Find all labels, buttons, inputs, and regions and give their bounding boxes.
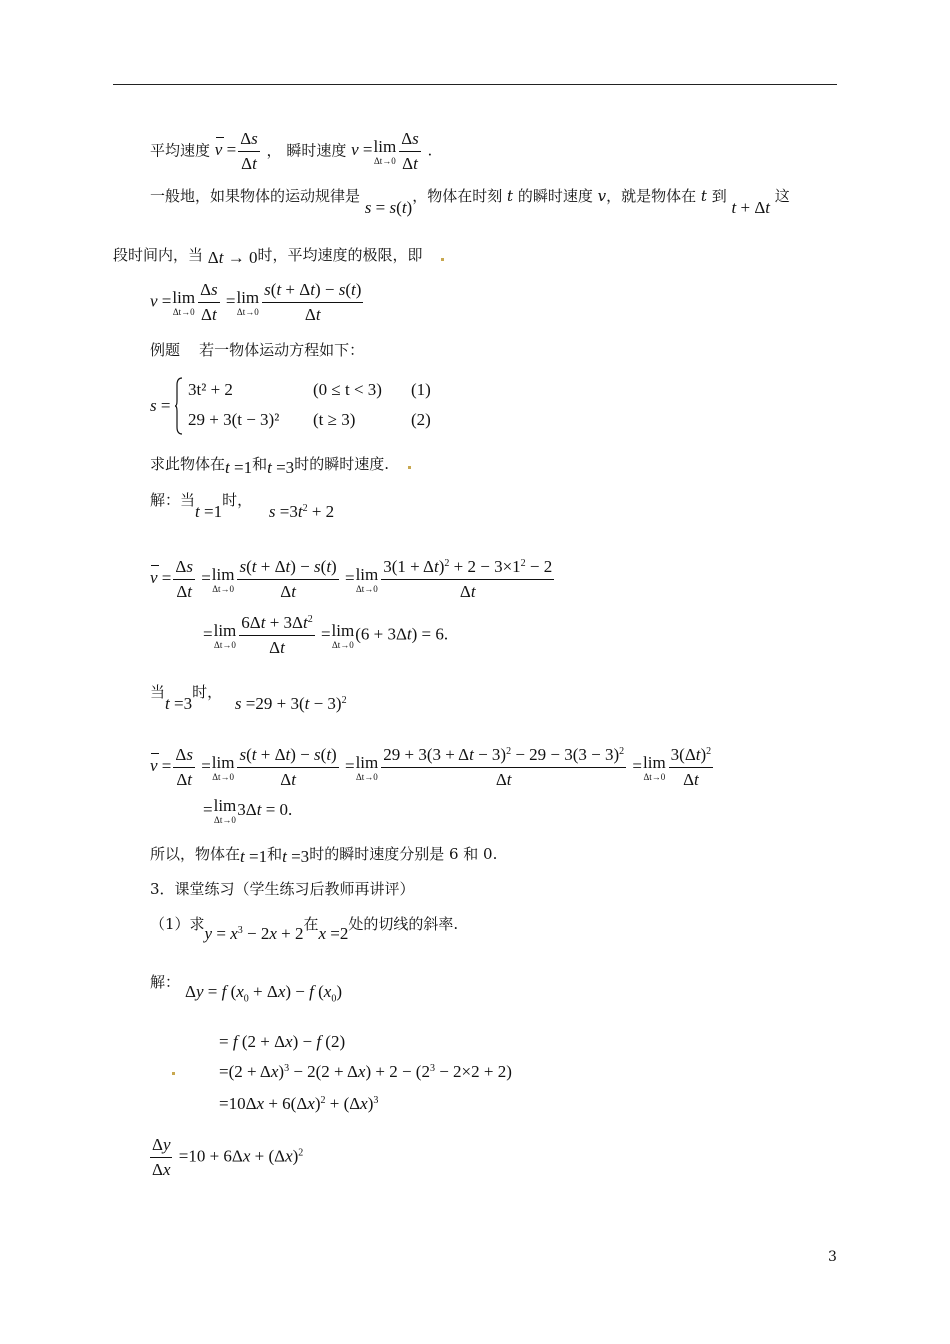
- limit-line: [113, 245, 422, 265]
- delta-y-line-2: = f (2 + Δx) − f (2): [219, 1032, 346, 1051]
- text: 处的切线的斜率.: [348, 915, 459, 933]
- piece-2: 29 + 3(t − 3)²: [188, 410, 280, 429]
- text: 时，: [222, 491, 253, 509]
- motion-law: s = s(t): [364, 198, 413, 217]
- x-eq-2: x =2: [318, 924, 349, 943]
- cubic-function: $y = x^3 - 2x + 2$: [204, 924, 304, 943]
- piece-2-cond: (t ≥ 3): [313, 410, 356, 429]
- inst-velocity-formula: v = lim Δt→0 $\frac{\Delta s}{\Delta t}$ = lim Δt→0 $\frac{s(t + \Delta t) - s(t)}{\Delta t}$: [150, 280, 362, 324]
- solution-2-line-1: v = $\frac{\Delta s}{\Delta t}$ = lim Δt→0 $\frac{s(t + \Delta t) - s(t)}{\Delta t}$ = lim Δt→0 $\frac{29 + 3(3 + \Delta t - 3)^2 - 29 - 3(3 - 3)^2}{\Delta t}$ = lim Δt→0 $\frac{3(\Delta t)^2}{\Delta t}$: [150, 745, 712, 789]
- solution-1-line-2: = lim Δt→0 $\frac{6\Delta t + 3\Delta t^2}{\Delta t}$ = lim Δt→0 (6 + 3Δt) = 6.: [203, 613, 449, 657]
- stray-dot: [441, 258, 444, 261]
- var-t: t: [700, 187, 707, 205]
- t-eq-3: t =3: [267, 458, 295, 477]
- sep: ，: [266, 141, 282, 160]
- conclusion-line: [150, 844, 497, 864]
- text: 时，: [192, 683, 223, 701]
- text: 时，平均速度的极限，即: [257, 246, 423, 264]
- var-t: t: [507, 187, 514, 205]
- piece-1-cond: (0 ≤ t < 3): [313, 380, 382, 399]
- text: 一般地，如果物体的运动规律是: [150, 187, 361, 205]
- practice-question: [150, 914, 459, 943]
- s-formula-1: $s =3t^2 + 2$: [268, 502, 335, 521]
- solution-2-intro: [150, 682, 347, 713]
- text: 在: [303, 915, 319, 933]
- inst-formula: v = lim Δt→0 $\frac{\Delta s}{\Delta t}$: [351, 129, 419, 173]
- t-eq-1: t =1: [240, 847, 268, 866]
- avg-label: 平均速度: [150, 141, 211, 160]
- var-v: v: [597, 187, 607, 205]
- text: 到: [711, 187, 727, 205]
- text: 时的瞬时速度分别是 6 和 0.: [309, 845, 498, 863]
- solution-1-intro: [150, 490, 335, 521]
- avg-formula: v = $\frac{\Delta s}{\Delta t}$: [214, 129, 258, 173]
- example-line: [150, 340, 364, 360]
- text: 求此物体在: [150, 455, 226, 473]
- t-eq-1: t =1: [195, 502, 223, 521]
- text: 的瞬时速度: [517, 187, 593, 205]
- dt-to-zero: Δt → 0: [207, 248, 258, 267]
- text: ，就是物体在: [606, 187, 697, 205]
- delta-y-def: Δy = f $(x_0 + \Delta x) - f$ $(x_0)$: [185, 982, 342, 1005]
- text: （1）求: [150, 915, 205, 933]
- text: 这: [774, 187, 790, 205]
- example-title: 例题: [150, 341, 181, 359]
- stray-dot: [408, 466, 411, 469]
- text: 段时间内，当: [113, 246, 204, 264]
- s-formula-2: $s =29 + 3(t - 3)^2$: [234, 694, 347, 713]
- delta-y-line-4: $=10\Delta x + 6(\Delta x)^2 + (\Delta x)^3$: [219, 1094, 379, 1113]
- header-rule: [113, 84, 837, 85]
- t-plus-dt: t + Δt: [731, 198, 771, 217]
- solution-2-line-2: = lim Δt→0 3Δt = 0.: [203, 796, 293, 825]
- text: 和: [252, 455, 268, 473]
- solution-1-line-1: v = $\frac{\Delta s}{\Delta t}$ = lim Δt→0 $\frac{s(t + \Delta t) - s(t)}{\Delta t}$ = lim Δt→0 $\frac{3(1 + \Delta t)^2 + 2 - 3\times 1^2 - 2}{\Delta t}$: [150, 557, 553, 601]
- t-eq-3: t =3: [282, 847, 310, 866]
- page-number: 3: [828, 1249, 837, 1265]
- general-definition-line: [150, 186, 790, 217]
- text: 所以，物体在: [150, 845, 241, 863]
- question-line: [150, 454, 389, 477]
- stray-dot: [172, 1072, 175, 1075]
- piece-1-num: (1): [411, 380, 431, 399]
- text: 解：当: [150, 491, 196, 509]
- s-equals: s =: [150, 396, 171, 415]
- text: 和: [267, 845, 283, 863]
- end: .: [427, 141, 433, 160]
- text: 当: [150, 683, 166, 701]
- t-eq-1: t =1: [225, 458, 253, 477]
- example-text: 若一物体运动方程如下：: [199, 341, 365, 359]
- piece-1: 3t² + 2: [188, 380, 233, 399]
- practice-heading: 3．课堂练习（学生练习后教师再讲评）: [150, 880, 415, 898]
- delta-y-line-3: $=(2 + \Delta x)^3 - 2(2 + \Delta x) + 2 - (2^3 - 2\times 2 + 2)$: [219, 1062, 512, 1081]
- t-eq-3: t =3: [165, 694, 193, 713]
- solution-3-label: 解：: [150, 973, 181, 991]
- inst-label: 瞬时速度: [286, 141, 347, 160]
- text: ，物体在时刻: [412, 187, 503, 205]
- brace: [175, 377, 183, 435]
- difference-quotient: $\frac{\Delta y}{\Delta x}$ $=10 + 6\Delta x + (\Delta x)^2$: [152, 1135, 304, 1179]
- piece-2-num: (2): [411, 410, 431, 429]
- text: 时的瞬时速度.: [294, 455, 389, 473]
- avg-velocity-def: [150, 128, 432, 175]
